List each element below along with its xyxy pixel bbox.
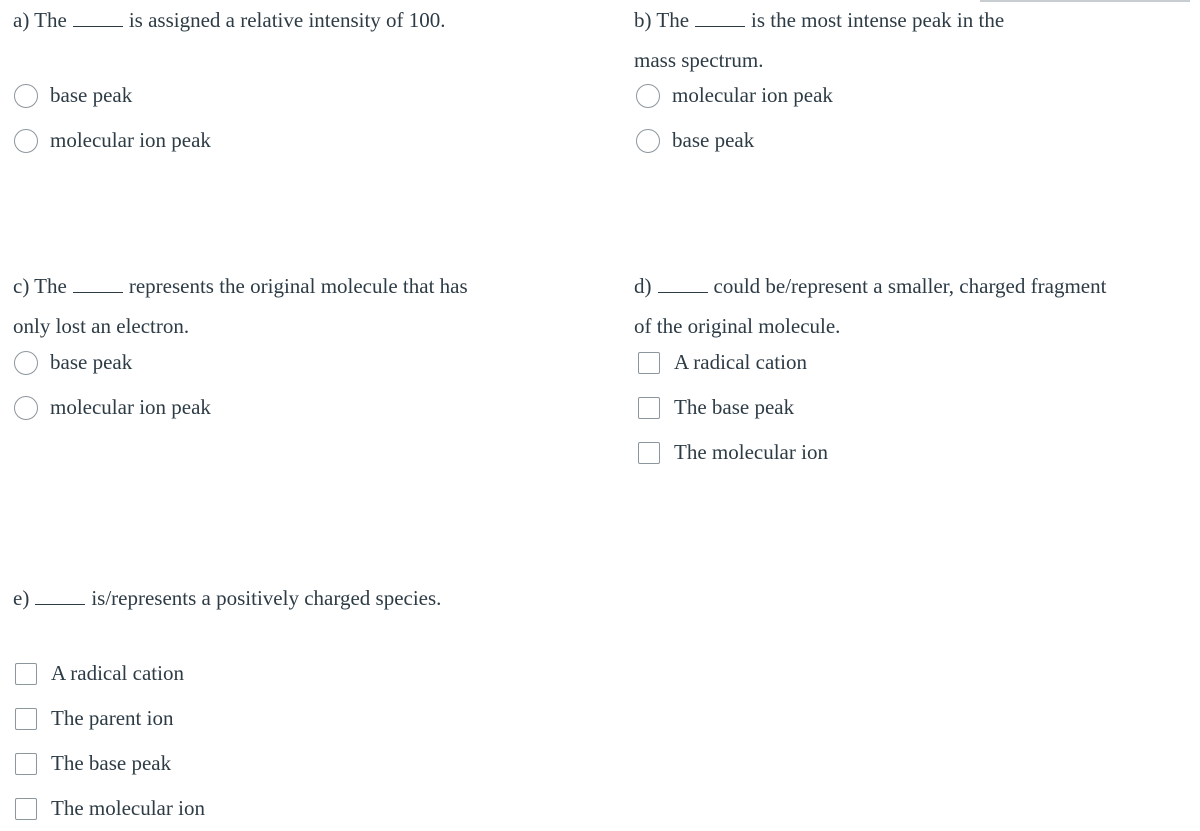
radio-button[interactable] xyxy=(14,129,38,153)
radio-button[interactable] xyxy=(636,84,660,108)
question-a-suffix: is assigned a relative intensity of 100. xyxy=(128,8,446,32)
question-e-suffix: is/represents a positively charged species. xyxy=(91,586,442,610)
option-c-molecular-ion-peak[interactable] xyxy=(0,385,211,430)
question-b-suffix: is the most intense peak in the xyxy=(751,8,1005,32)
question-d xyxy=(634,266,1194,346)
checkbox[interactable] xyxy=(15,708,37,730)
question-d-options xyxy=(623,340,828,475)
option-label: molecular ion peak xyxy=(672,83,833,107)
question-d-text xyxy=(634,266,1194,306)
option-label: The base peak xyxy=(674,395,795,419)
question-a-text xyxy=(13,0,593,40)
question-c-suffix: represents the original molecule that has xyxy=(128,274,468,298)
option-c-base-peak[interactable] xyxy=(0,340,211,385)
question-d-text-line2: of the original molecule. xyxy=(634,314,841,338)
question-e-blank xyxy=(35,603,85,605)
option-d-molecular-ion[interactable] xyxy=(623,430,828,475)
checkbox[interactable] xyxy=(638,442,660,464)
question-a-prefix: a) The xyxy=(13,8,67,32)
option-label: The molecular ion xyxy=(674,440,828,464)
option-b-molecular-ion-peak[interactable] xyxy=(622,73,833,118)
question-c-options xyxy=(0,340,211,430)
question-c-text xyxy=(13,266,593,306)
option-label: The base peak xyxy=(51,751,172,775)
question-d-prefix: d) xyxy=(634,274,652,298)
question-d-blank xyxy=(658,291,708,293)
question-b-prefix: b) The xyxy=(634,8,690,32)
question-a-blank xyxy=(73,25,123,27)
question-b-text-line2: mass spectrum. xyxy=(634,48,764,72)
question-e-options xyxy=(0,651,205,831)
question-e-prefix: e) xyxy=(13,586,30,610)
question-e xyxy=(13,578,593,618)
option-label: The parent ion xyxy=(51,706,174,730)
question-b-options xyxy=(622,73,833,163)
question-c-blank xyxy=(73,291,123,293)
question-d-suffix: could be/represent a smaller, charged fragment xyxy=(713,274,1107,298)
question-c-text-line2: only lost an electron. xyxy=(13,314,190,338)
question-c xyxy=(13,266,593,346)
radio-button[interactable] xyxy=(14,351,38,375)
option-a-molecular-ion-peak[interactable] xyxy=(0,118,211,163)
checkbox[interactable] xyxy=(638,397,660,419)
radio-button[interactable] xyxy=(636,129,660,153)
option-e-parent-ion[interactable] xyxy=(0,696,205,741)
checkbox[interactable] xyxy=(15,663,37,685)
checkbox[interactable] xyxy=(15,798,37,820)
question-b-text xyxy=(634,0,1194,40)
option-label: The molecular ion xyxy=(51,796,205,820)
option-label: A radical cation xyxy=(674,350,807,374)
option-e-base-peak[interactable] xyxy=(0,741,205,786)
question-a-options xyxy=(0,73,211,163)
option-e-radical-cation[interactable] xyxy=(0,651,205,696)
option-a-base-peak[interactable] xyxy=(0,73,211,118)
option-label: base peak xyxy=(672,128,755,152)
checkbox[interactable] xyxy=(15,753,37,775)
question-b-blank xyxy=(695,25,745,27)
option-label: base peak xyxy=(50,83,133,107)
checkbox[interactable] xyxy=(638,352,660,374)
question-a xyxy=(13,0,593,40)
question-b xyxy=(634,0,1194,80)
radio-button[interactable] xyxy=(14,396,38,420)
option-label: A radical cation xyxy=(51,661,184,685)
radio-button[interactable] xyxy=(14,84,38,108)
question-e-text xyxy=(13,578,593,618)
option-e-molecular-ion[interactable] xyxy=(0,786,205,831)
option-label: base peak xyxy=(50,350,133,374)
option-label: molecular ion peak xyxy=(50,128,211,152)
option-d-radical-cation[interactable] xyxy=(623,340,828,385)
question-c-prefix: c) The xyxy=(13,274,67,298)
option-label: molecular ion peak xyxy=(50,395,211,419)
option-b-base-peak[interactable] xyxy=(622,118,833,163)
option-d-base-peak[interactable] xyxy=(623,385,828,430)
